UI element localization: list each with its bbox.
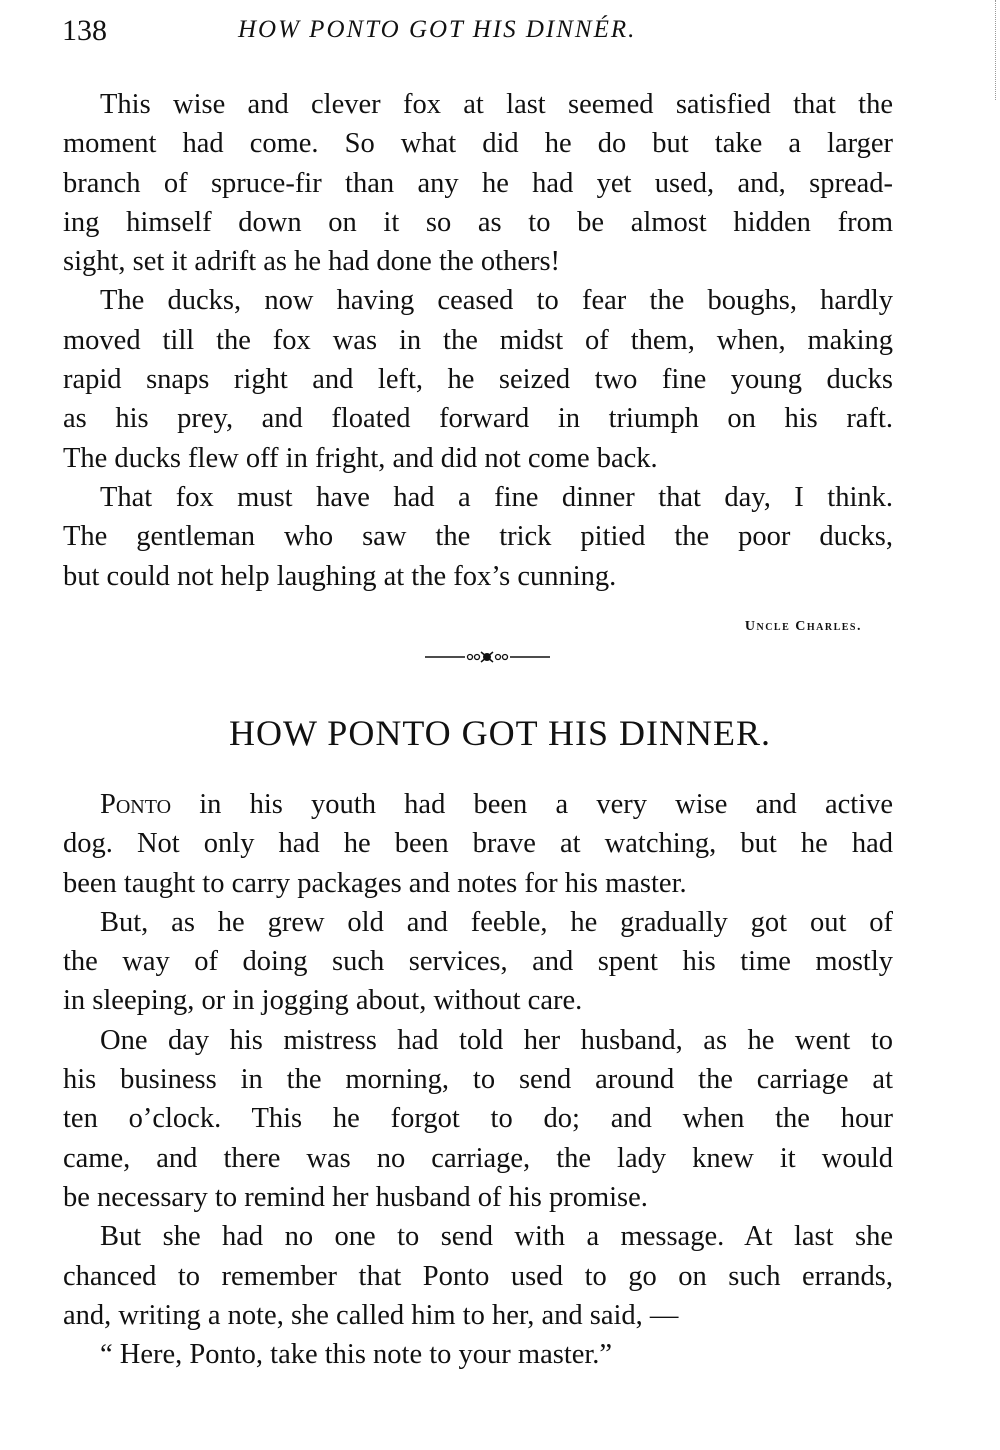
- text-line: moved till the fox was in the midst of them, when, making: [63, 324, 893, 356]
- running-title: HOW PONTO GOT HIS DINNÉR.: [238, 16, 637, 43]
- text-line: moment had come. So what did he do but take a larger: [63, 128, 893, 160]
- text-line: The ducks flew off in fright, and did not come back.: [63, 442, 658, 474]
- ornament-divider: [425, 648, 550, 666]
- text-line: ten o’clock. This he forgot to do; and when the hour: [63, 1103, 893, 1135]
- text-line: but could not help laughing at the fox’s cunning.: [63, 560, 617, 592]
- text-line: The gentleman who saw the trick pitied the poor ducks,: [63, 521, 893, 553]
- text-line: in sleeping, or in jogging about, without care.: [63, 985, 583, 1017]
- text-line: dog. Not only had he been brave at watching, but he had: [63, 828, 893, 860]
- text-line: the way of doing such services, and spent his time mostly: [63, 946, 893, 978]
- text-line: been taught to carry packages and notes for his master.: [63, 867, 687, 899]
- text-line: That fox must have had a fine dinner that day, I think.: [100, 481, 893, 513]
- story-title: HOW PONTO GOT HIS DINNER.: [228, 713, 771, 753]
- line-text: in his youth had been a very wise and active: [171, 789, 893, 820]
- drop-word: Ponto: [100, 789, 172, 820]
- story1-text: [63, 85, 893, 596]
- text-line: “ Here, Ponto, take this note to your master.”: [100, 1339, 613, 1371]
- text-line: as his prey, and floated forward in triumph on his raft.: [63, 403, 893, 435]
- text-line: But, as he grew old and feeble, he gradually got out of: [100, 906, 893, 938]
- text-line: [63, 785, 893, 824]
- text-line: and, writing a note, she called him to her, and said, —: [63, 1299, 679, 1331]
- text-line: ing himself down on it so as to be almost hidden from: [63, 206, 893, 238]
- text-line: be necessary to remind her husband of his promise.: [63, 1181, 648, 1213]
- text-line: But she had no one to send with a message. At last she: [100, 1221, 893, 1253]
- text-line: The ducks, now having ceased to fear the boughs, hardly: [100, 285, 893, 317]
- page-number: 138: [62, 14, 107, 47]
- text-line: came, and there was no carriage, the lady knew it would: [63, 1142, 893, 1174]
- text-line: his business in the morning, to send around the carriage at: [63, 1064, 893, 1096]
- text-line: One day his mistress had told her husband, as he went to: [100, 1024, 893, 1056]
- author-signature: Uncle Charles.: [744, 619, 862, 634]
- text-line: branch of spruce-fir than any he had yet used, and, spread-: [63, 167, 893, 199]
- text-line: rapid snaps right and left, he seized two fine young ducks: [63, 364, 893, 396]
- story2-text: [63, 785, 893, 1374]
- text-line: This wise and clever fox at last seemed satisfied that the: [100, 89, 893, 120]
- page-edge-divider: [995, 0, 996, 100]
- text-line: chanced to remember that Ponto used to go on such errands,: [63, 1260, 893, 1292]
- text-line: sight, set it adrift as he had done the others!: [63, 246, 561, 278]
